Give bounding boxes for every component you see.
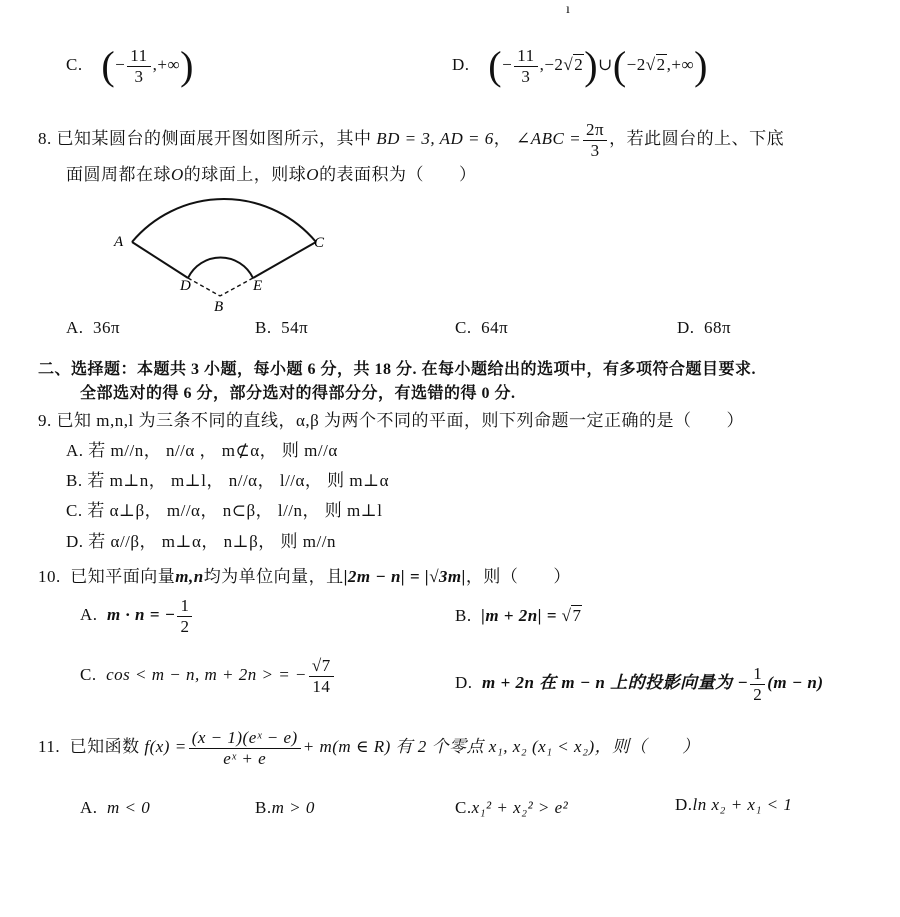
q8-option-b[interactable]: B. 54π [255, 318, 309, 337]
q10-option-c[interactable]: C. cos < m − n, m + 2n > = − $\frac{√7}{14}$ [80, 656, 336, 696]
q9-number: 9. [38, 411, 52, 430]
q10-number: 10. [38, 567, 61, 586]
q10-option-a[interactable]: A. m · n = − $\frac{1}{2}$ [80, 596, 194, 636]
q10-option-b[interactable]: B. |m + 2n| = √7 [455, 606, 582, 625]
segment-ad [132, 242, 188, 278]
q10-stem: 10. 已知平面向量m,n均为单位向量，且|2m − n| = |√3m|，则（ ） [38, 567, 571, 586]
header-mark: ı [566, 2, 570, 17]
q11-option-a[interactable]: A. m < 0 [80, 798, 151, 817]
inner-arc [188, 257, 253, 278]
q9-stem: 9. 已知 m,n,l 为三条不同的直线，α,β 为两个不同的平面，则下列命题一定正确的是（ ） [38, 411, 745, 430]
segment-ce [253, 242, 316, 278]
outer-arc [132, 199, 316, 242]
q9-option-a[interactable]: A. 若 m//n， n//α ， m⊄α， 则 m//α [66, 441, 338, 460]
q7-option-c-label: C. [66, 54, 83, 74]
label-c: C [314, 235, 325, 251]
q8-option-a[interactable]: A. 36π [66, 318, 121, 337]
section2-heading-line2: 全部选对的得 6 分，部分选对的得部分分，有选错的得 0 分. [80, 385, 516, 402]
label-b: B [214, 299, 224, 315]
q11-stem: 11. 已知函数 f(x) = $\frac{\text{(x − 1)(eˣ − e)}}{\text{eˣ + e}}$ + m(m ∈ R) 有 2 个零点 x₁, x₂ (x₁ < x₂)，则（ ） [38, 728, 700, 768]
q8-option-d[interactable]: D. 68π [677, 318, 732, 337]
q8-figure-sector [100, 185, 340, 315]
q7-c-fraction: $\frac{11}{3}$ [127, 46, 150, 86]
label-a: A [114, 234, 124, 250]
label-d: D [180, 278, 191, 294]
q7-d-fraction: $\frac{11}{3}$ [514, 46, 537, 86]
q8-option-c[interactable]: C. 64π [455, 318, 509, 337]
q8-stem-line1: 8. 已知某圆台的侧面展开图如图所示，其中 BD = 3, AD = 6， ∠ABC = $\frac{2\pi}{3}$ ，若此圆台的上、下底 [38, 120, 785, 160]
q7-option-d-label: D. [452, 54, 470, 74]
q9-option-c[interactable]: C. 若 α⊥β， m//α， n⊂β， l//n， 则 m⊥l [66, 501, 383, 520]
q8-stem-line2: 面圆周都在球O的球面上，则球O的表面积为（ ） [66, 165, 477, 184]
q7-option-d[interactable]: D. (− $\frac{11}{3}$ ,−2√2)∪(−2√2,+∞) [452, 43, 708, 89]
q11-option-d[interactable]: D.ln x₂ + x₁ < 1 [675, 795, 793, 814]
q10-option-d[interactable]: D. m + 2n 在 m − n 上的投影向量为 − $\frac{1}{2}$ (m − n) [455, 664, 824, 704]
q9-option-d[interactable]: D. 若 α//β， m⊥α， n⊥β， 则 m//n [66, 532, 336, 551]
q9-option-b[interactable]: B. 若 m⊥n， m⊥l， n//α， l//α， 则 m⊥α [66, 471, 390, 490]
section2-heading: 二、选择题：本题共 3 小题，每小题 6 分，共 18 分. 在每小题给出的选项中，有多项符合题目要求. [38, 361, 757, 378]
label-e: E [253, 278, 263, 294]
q11-option-c[interactable]: C.x₁² + x₂² > e² [455, 798, 569, 817]
q11-number: 11. [38, 736, 61, 756]
q7-option-c[interactable]: C. (− $\frac{11}{3}$ ,+∞) [66, 43, 194, 89]
q11-option-b[interactable]: B.m > 0 [255, 798, 315, 817]
q8-number: 8. [38, 128, 52, 148]
dashed-db [188, 278, 220, 296]
dashed-eb [220, 278, 253, 296]
